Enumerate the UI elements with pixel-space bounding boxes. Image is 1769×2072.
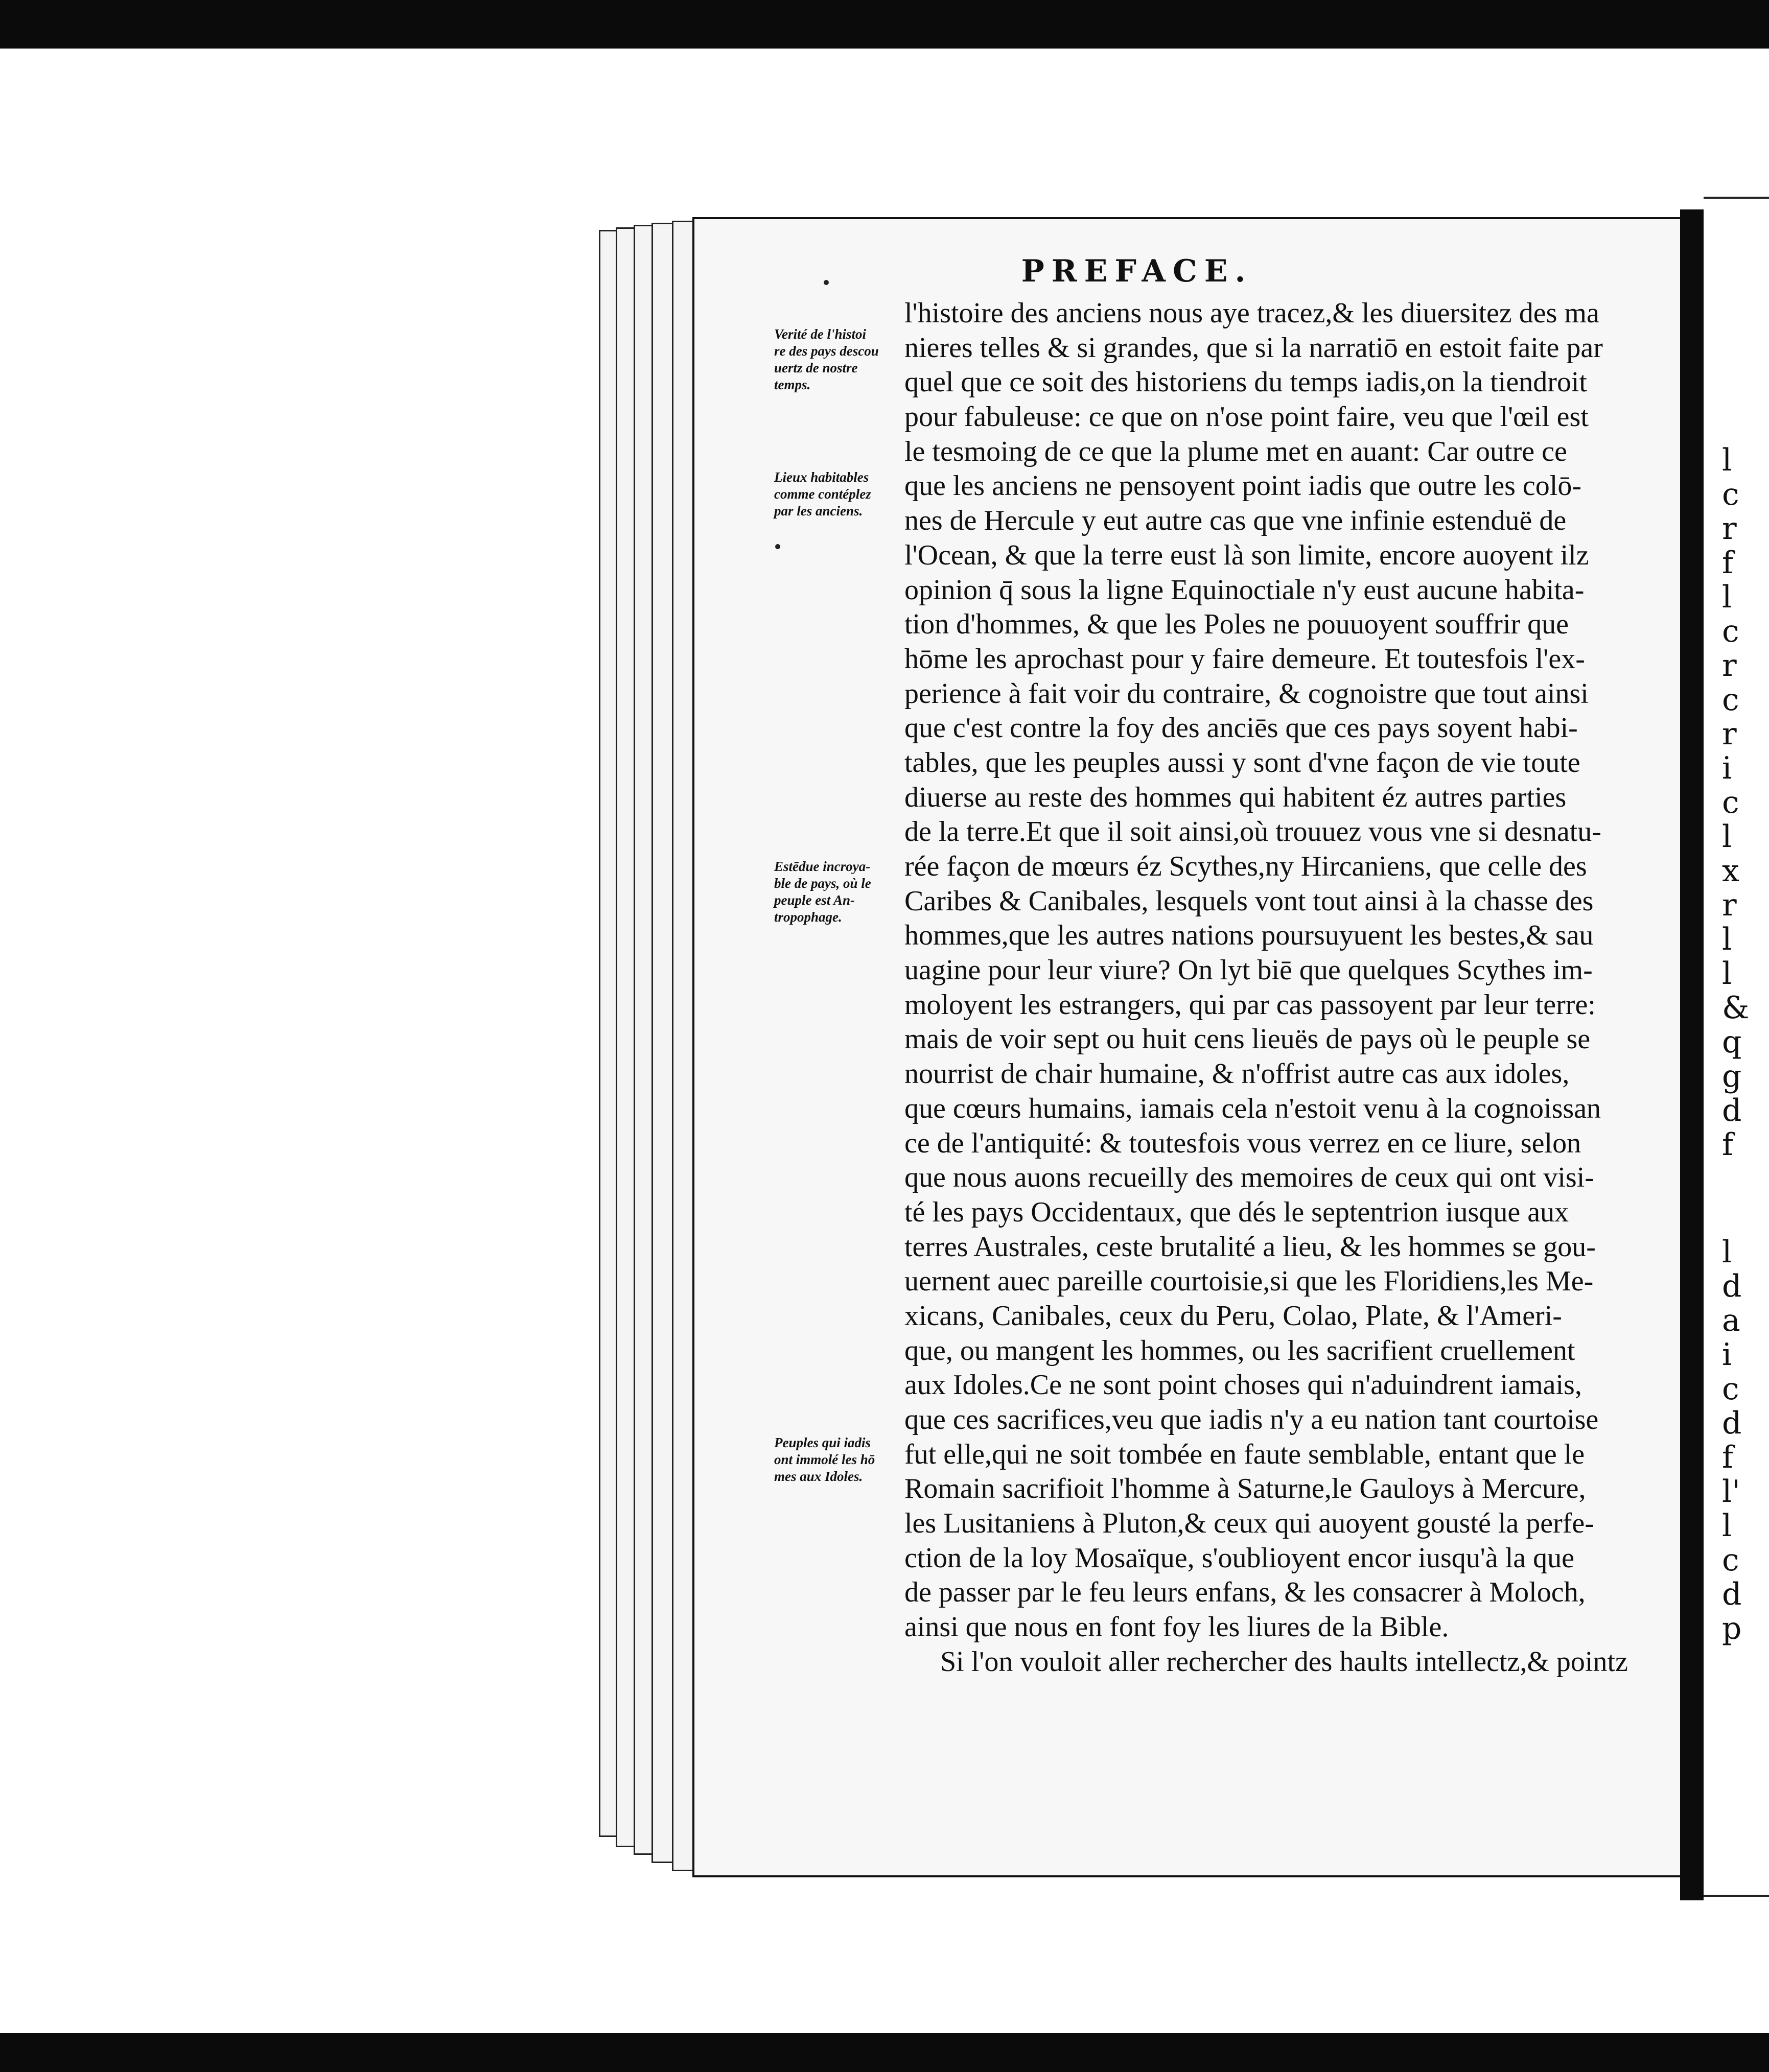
text-line: hommes,que les autres nations poursuyuent les bestes,& sau	[904, 920, 1594, 952]
facing-page-letter: r	[1722, 511, 1737, 547]
facing-page-letter: c	[1722, 682, 1739, 718]
margin-note-2	[774, 469, 907, 520]
text-line: que cœurs humains, iamais cela n'estoit venu à la cognoissan	[904, 1092, 1601, 1124]
text-line: nes de Hercule y eut autre cas que vne infinie estenduë de	[904, 505, 1567, 537]
scan-frame-bottom	[0, 2033, 1769, 2072]
facing-page-letter: l	[1722, 442, 1732, 478]
facing-page-letter: d	[1722, 1405, 1742, 1441]
ink-speck	[824, 280, 829, 285]
text-line: que les anciens ne pensoyent point iadis que outre les colō-	[904, 470, 1581, 502]
margin-note-line: Verité de l'histoi	[774, 326, 867, 342]
text-line: pour fabuleuse: ce que on n'ose point faire, veu que l'œil est	[904, 401, 1589, 433]
facing-page-letter: f	[1722, 545, 1734, 581]
text-line: tables, que les peuples aussi y sont d'vne façon de vie toute	[904, 746, 1580, 779]
margin-note-line: comme contéplez	[774, 486, 871, 502]
margin-note-line: uertz de nostre	[774, 360, 858, 375]
text-line: le tesmoing de ce que la plume met en auant: Car outre ce	[904, 435, 1567, 467]
margin-note-line: ont immolé les hō	[774, 1452, 875, 1467]
margin-note-line: temps.	[774, 377, 811, 392]
text-line: l'histoire des anciens nous aye tracez,& les diuersitez des ma	[904, 297, 1599, 329]
scan-frame-top	[0, 0, 1769, 49]
facing-page-letter: r	[1722, 648, 1737, 684]
margin-note-line: Lieux habitables	[774, 469, 869, 485]
facing-page-letter: c	[1722, 1542, 1739, 1578]
book-spine	[1680, 209, 1704, 1900]
facing-page-letter: d	[1722, 1093, 1742, 1128]
facing-page-letter: &	[1722, 990, 1750, 1026]
text-line: quel que ce soit des historiens du temps iadis,on la tiendroit	[904, 366, 1587, 398]
facing-page-letter: d	[1722, 1268, 1742, 1304]
text-line: Romain sacrifioit l'homme à Saturne,le Gauloys à Mercure,	[904, 1473, 1586, 1505]
text-line: ainsi que nous en font foy les liures de la Bible.	[904, 1611, 1449, 1643]
text-line: Si l'on vouloit aller rechercher des haults intellectz,& pointz	[940, 1645, 1628, 1678]
text-line: que nous auons recueilly des memoires de ceux qui ont visi-	[904, 1162, 1594, 1194]
margin-note-line: par les anciens.	[774, 503, 863, 519]
facing-page-letter: x	[1722, 853, 1739, 889]
text-line: de la terre.Et que il soit ainsi,où trouuez vous vne si desnatu-	[904, 816, 1601, 848]
margin-note-line: ble de pays, où le	[774, 876, 871, 891]
facing-page-letter: q	[1722, 1024, 1742, 1060]
facing-page-letter: p	[1722, 1611, 1742, 1646]
facing-page-letter: d	[1722, 1576, 1742, 1612]
facing-page-letter: r	[1722, 716, 1737, 752]
text-line: l'Ocean, & que la terre eust là son limite, encore auoyent ilz	[904, 539, 1589, 571]
facing-page-letter: l	[1722, 922, 1732, 957]
facing-page-letter: f	[1722, 1127, 1734, 1163]
margin-note-1	[774, 326, 907, 393]
facing-page-letter: l	[1722, 1508, 1732, 1544]
text-line: terres Australes, ceste brutalité a lieu, & les hommes se gou-	[904, 1231, 1596, 1263]
facing-page-letter: l	[1722, 579, 1732, 615]
text-line: que, ou mangent les hommes, ou les sacrifient cruellement	[904, 1334, 1575, 1367]
ink-speck	[775, 544, 780, 549]
running-header: PREFACE.	[1021, 253, 1253, 289]
text-line: uagine pour leur viure? On lyt biē que quelques Scythes im-	[904, 954, 1593, 986]
facing-page-letter: f	[1722, 1440, 1734, 1475]
text-line: Caribes & Canibales, lesquels vont tout ainsi à la chasse des	[904, 885, 1594, 917]
facing-page-letter: g	[1722, 1058, 1742, 1094]
facing-page-letter: i	[1722, 1337, 1732, 1373]
facing-page-letter: l'	[1722, 1474, 1740, 1510]
text-line: rée façon de mœurs éz Scythes,ny Hircaniens, que celle des	[904, 851, 1587, 882]
margin-note-line: Peuples qui iadis	[774, 1435, 871, 1450]
text-line: les Lusitaniens à Pluton,& ceux qui auoyent gousté la perfe-	[904, 1508, 1594, 1540]
margin-note-line: peuple est An-	[774, 892, 855, 908]
text-line: nourrist de chair humaine, & n'offrist autre cas aux idoles,	[904, 1058, 1570, 1090]
facing-page-letter: c	[1722, 1371, 1739, 1407]
text-line: diuerse au reste des hommes qui habitent éz autres parties	[904, 781, 1567, 813]
facing-page-letter: r	[1722, 887, 1737, 923]
text-line: uernent auec pareille courtoisie,si que les Floridiens,les Me-	[904, 1265, 1594, 1298]
facing-page-sliver	[1704, 197, 1769, 1897]
text-line: ction de la loy Mosaïque, s'oublioyent encor iusqu'à la que	[904, 1542, 1574, 1574]
margin-note-4	[774, 1434, 907, 1485]
margin-note-line: mes aux Idoles.	[774, 1469, 863, 1484]
body-text	[904, 296, 1650, 1680]
text-line: aux Idoles.Ce ne sont point choses qui n'aduindrent iamais,	[904, 1369, 1582, 1401]
facing-page-letter: l	[1722, 956, 1732, 992]
text-line: que ces sacrifices,veu que iadis n'y a eu nation tant courtoise	[904, 1404, 1599, 1435]
margin-note-line: tropophage.	[774, 909, 842, 925]
text-line: de passer par le feu leurs enfans, & les consacrer à Moloch,	[904, 1576, 1586, 1609]
facing-page-letter: l	[1722, 819, 1732, 855]
text-line: mais de voir sept ou huit cens lieuës de pays où le peuple se	[904, 1023, 1591, 1055]
facing-page-letter: c	[1722, 477, 1739, 512]
text-line: nieres telles & si grandes, que si la narratiō en estoit faite par	[904, 332, 1603, 364]
text-line: té les pays Occidentaux, que dés le septentrion iusque aux	[904, 1196, 1569, 1228]
text-line: moloyent les estrangers, qui par cas passoyent par leur terre:	[904, 988, 1596, 1021]
margin-note-line: Estēdue incroya-	[774, 859, 871, 874]
text-line: tion d'hommes, & que les Poles ne pouuoyent souffrir que	[904, 608, 1569, 641]
facing-page-letter: l	[1722, 1234, 1732, 1270]
text-line: hōme les aprochast pour y faire demeure. Et toutesfois l'ex-	[904, 643, 1585, 675]
facing-page-letter: c	[1722, 785, 1739, 820]
margin-note-line: re des pays descou	[774, 343, 879, 359]
text-line: fut elle,qui ne soit tombée en faute semblable, entant que le	[904, 1438, 1585, 1470]
text-line: opinion q̄ sous la ligne Equinoctiale n'y eust aucune habita-	[904, 574, 1585, 606]
facing-page-letter: i	[1722, 750, 1732, 786]
facing-page-letter: c	[1722, 614, 1739, 649]
text-line: xicans, Canibales, ceux du Peru, Colao, Plate, & l'Ameri-	[904, 1300, 1562, 1332]
text-line: ce de l'antiquité: & toutesfois vous verrez en ce liure, selon	[904, 1127, 1581, 1159]
facing-page-letter: a	[1722, 1303, 1740, 1338]
text-line: que c'est contre la foy des anciēs que ces pays soyent habi-	[904, 712, 1578, 744]
margin-note-3	[774, 858, 907, 926]
text-line: perience à fait voir du contraire, & cognoistre que tout ainsi	[904, 677, 1589, 710]
